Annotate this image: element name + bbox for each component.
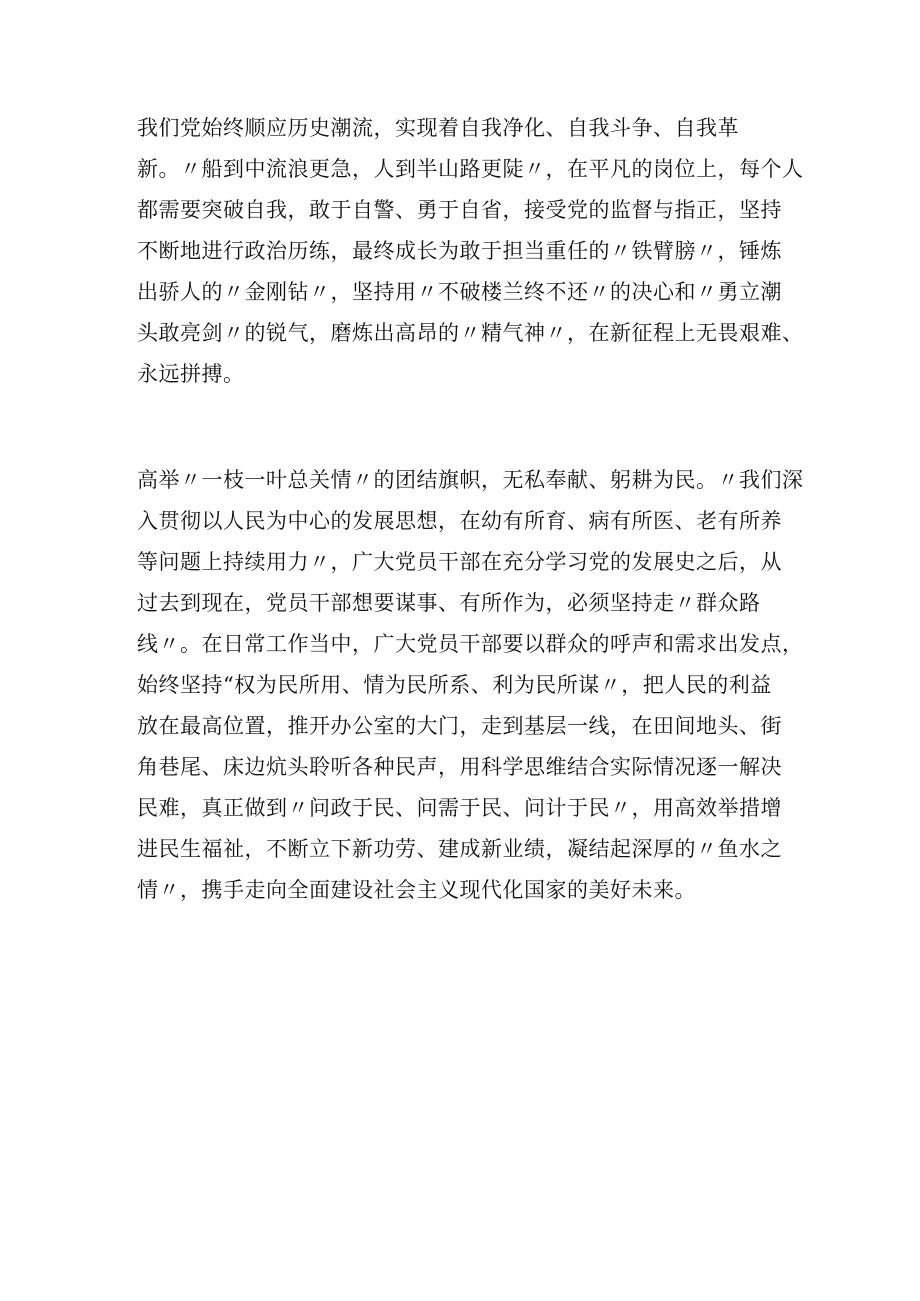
paragraph-1-line-5: 出骄人的〃金刚钻〃，坚持用〃不破楼兰终不还〃的决心和〃勇立潮 — [137, 280, 782, 304]
paragraph-1-line-3: 都需要突破自我，敢于自警、勇于自省，接受党的监督与指正，坚持 — [137, 198, 782, 222]
paragraph-1-line-4: 不断地进行政治历练，最终成长为敢于担当重任的〃铁臂膀〃，锤炼 — [137, 239, 782, 263]
paragraph-2-line-7: 放在最高位置，推开办公室的大门，走到基层一线，在田间地头、街 — [137, 714, 782, 738]
paragraph-2-line-5: 线〃。在日常工作当中，广大党员干部要以群众的呼声和需求出发点， — [137, 632, 804, 656]
paragraph-2-line-11: 情〃，携手走向全面建设社会主义现代化国家的美好未来。 — [137, 878, 696, 902]
paragraph-2-line-6: 始终坚持“权为民所用、情为民所系、利为民所谋〃，把人民的利益 — [137, 673, 772, 697]
paragraph-2-line-3: 等问题上持续用力〃，广大党员干部在充分学习党的发展史之后，从 — [137, 550, 782, 574]
paragraph-2 — [137, 460, 804, 911]
paragraph-2-line-9: 民难，真正做到〃问政于民、问需于民、问计于民〃，用高效举措增 — [137, 796, 782, 820]
paragraph-2-line-10: 进民生福祉，不断立下新功劳、建成新业绩，凝结起深厚的〃鱼水之 — [137, 837, 782, 861]
paragraph-2-line-2: 入贯彻以人民为中心的发展思想，在幼有所育、病有所医、老有所养 — [137, 509, 782, 533]
paragraph-1-line-2: 新。〃船到中流浪更急，人到半山路更陡〃，在平凡的岗位上，每个人 — [137, 157, 804, 181]
paragraph-1-line-1: 我们党始终顺应历史潮流，实现着自我净化、自我斗争、自我革 — [137, 116, 739, 140]
paragraph-1 — [137, 108, 804, 395]
paragraph-1-line-6: 头敢亮剑〃的锐气，磨炼出高昂的〃精气神〃，在新征程上无畏艰难、 — [137, 321, 804, 345]
paragraph-2-line-8: 角巷尾、床边炕头聆听各种民声，用科学思维结合实际情况逐一解决 — [137, 755, 782, 779]
paragraph-2-line-1: 高举〃一枝一叶总关情〃的团结旗帜，无私奉献、躬耕为民。〃我们深 — [137, 468, 804, 492]
paragraph-2-line-4: 过去到现在，党员干部想要谋事、有所作为，必须坚持走〃群众路 — [137, 591, 761, 615]
paragraph-1-line-7: 永远拼搏。 — [137, 362, 245, 386]
